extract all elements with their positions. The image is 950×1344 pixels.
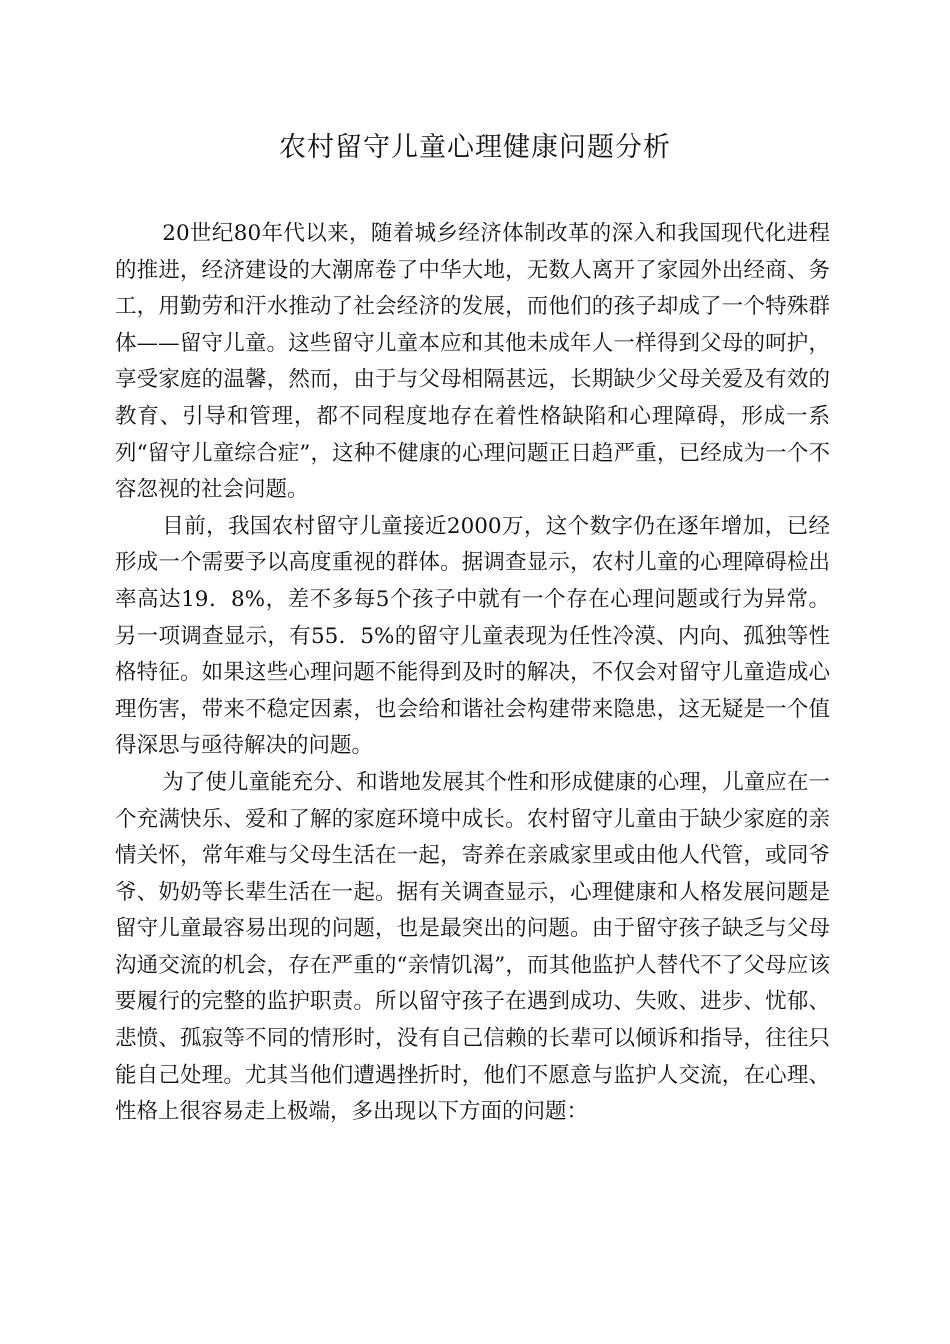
document-body xyxy=(115,216,830,1131)
paragraph-1: 20世纪80年代以来，随着城乡经济体制改革的深入和我国现代化进程的推进，经济建设的大潮席卷了中华大地，无数人离开了家园外出经商、务工，用勤劳和汗水推动了社会经济的发展，而他们的孩子却成了一个特殊群体——留守儿童。这些留守儿童本应和其他未成年人一样得到父母的呵护，享受家庭的温馨，然而，由于与父母相隔甚远，长期缺少父母关爱及有效的教育、引导和管理，都不同程度地存在着性格缺陷和心理障碍，形成一系列“留守儿童综合症”，这种不健康的心理问题正日趋严重，已经成为一个不容忽视的社会问题。 xyxy=(115,221,830,503)
document-title: 农村留守儿童心理健康问题分析 xyxy=(279,132,671,163)
paragraph-2: 目前，我国农村留守儿童接近2000万，这个数字仍在逐年增加，已经形成一个需要予以高度重视的群体。据调查显示，农村儿童的心理障碍检出率高达19．8%，差不多每5个孩子中就有一个存在心理问题或行为异常。另一项调查显示，有55．5%的留守儿童表现为任性冷漠、内向、孤独等性格特征。如果这些心理问题不能得到及时的解决，不仅会对留守儿童造成心理伤害，带来不稳定因素，也会给和谐社会构建带来隐患，这无疑是一个值得深思与亟待解决的问题。 xyxy=(115,513,830,759)
paragraph-3: 为了使儿童能充分、和谐地发展其个性和形成健康的心理，儿童应在一个充满快乐、爱和了解的家庭环境中成长。农村留守儿童由于缺少家庭的亲情关怀，常年难与父母生活在一起，寄养在亲戚家里或由他人代管，或同爷爷、奶奶等长辈生活在一起。据有关调查显示，心理健康和人格发展问题是留守儿童最容易出现的问题，也是最突出的问题。由于留守孩子缺乏与父母沟通交流的机会，存在严重的“亲情饥渴”，而其他监护人替代不了父母应该要履行的完整的监护职责。所以留守孩子在遇到成功、失败、进步、忧郁、悲愤、孤寂等不同的情形时，没有自己信赖的长辈可以倾诉和指导，往往只能自己处理。尤其当他们遭遇挫折时，他们不愿意与监护人交流，在心理、性格上很容易走上极端，多出现以下方面的问题： xyxy=(115,769,830,1125)
